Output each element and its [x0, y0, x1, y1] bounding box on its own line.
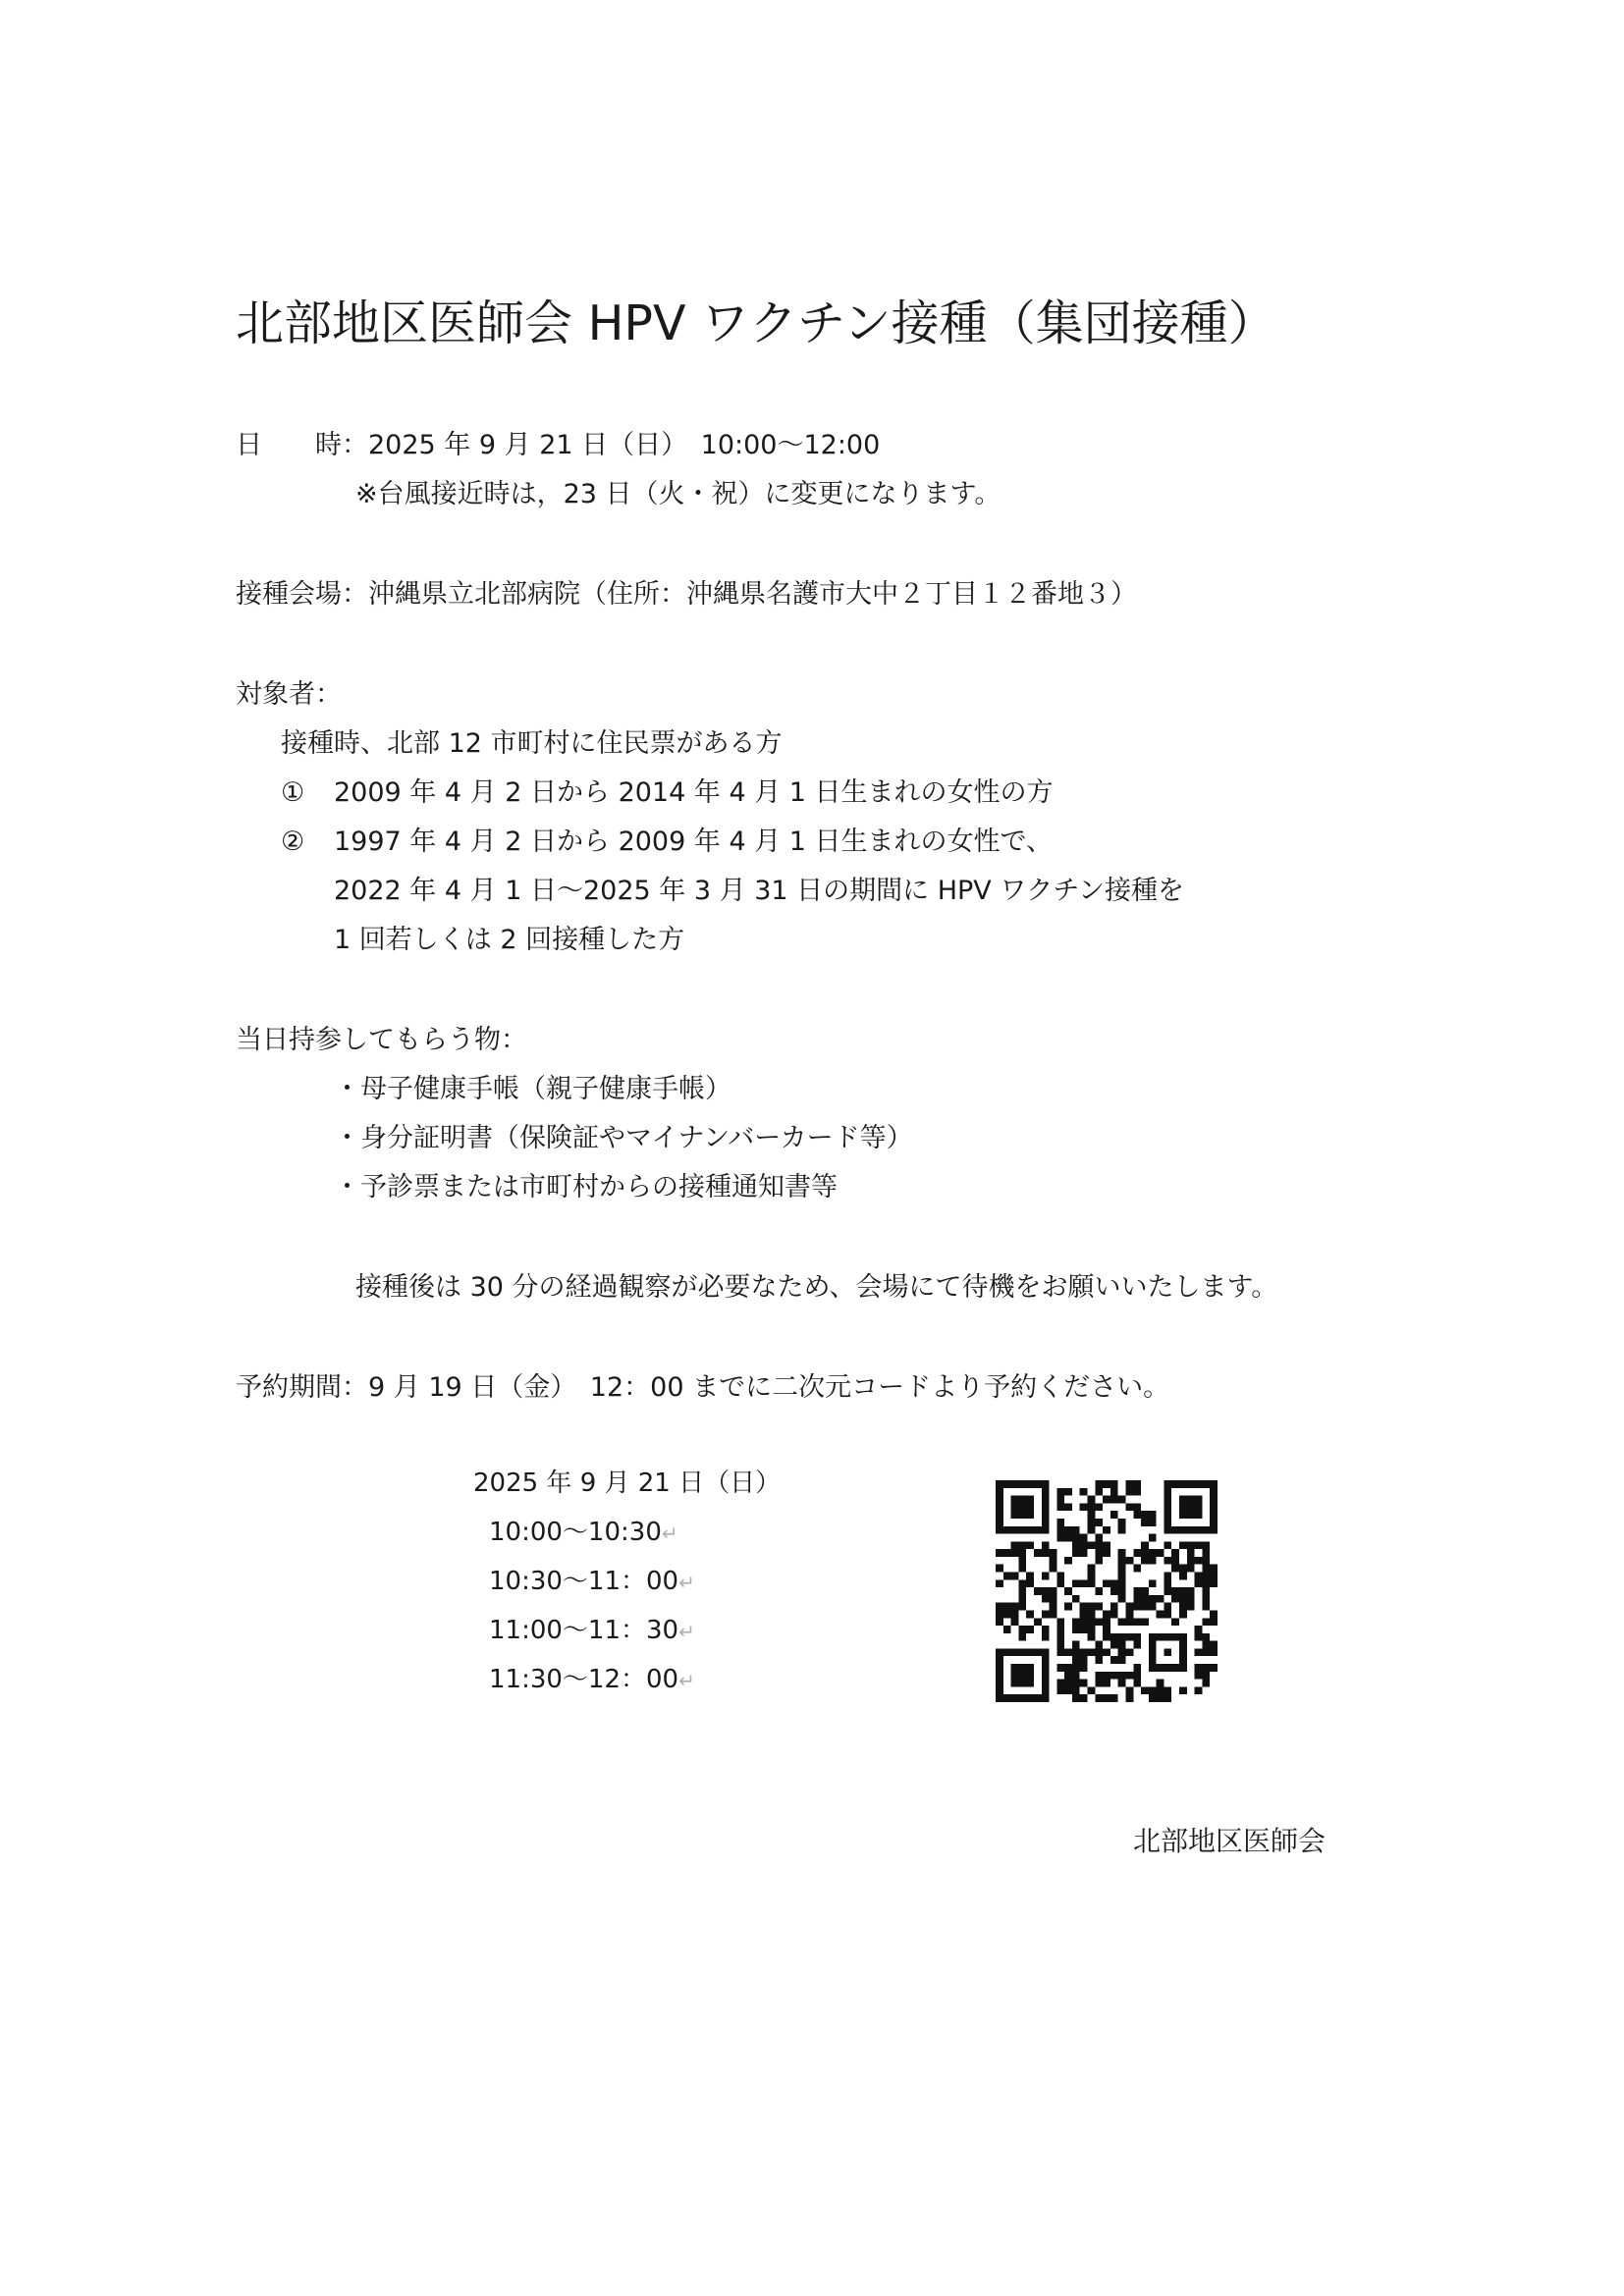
time-slot-text: 11:30～12：00	[489, 1665, 679, 1694]
time-slot	[489, 1614, 695, 1648]
bring-item: ・身分証明書（保険証やマイナンバーカード等）	[334, 1123, 913, 1153]
bring-label: 当日持参してもらう物：	[236, 1025, 527, 1055]
eligibility-item-1	[281, 775, 1054, 811]
observation-note: 接種後は 30 分の経過観察が必要なため、会場にて待機をお願いいたします。	[355, 1272, 1278, 1303]
time-slot	[489, 1565, 695, 1599]
return-mark-icon: ↵	[661, 1522, 678, 1545]
typhoon-note: ※台風接近時は，23 日（火・祝）に変更になります。	[355, 479, 1001, 509]
time-slot-text: 11:00～11：30	[489, 1616, 679, 1645]
venue-label: 接種会場：	[236, 579, 368, 610]
eligibility-item-1-text: 2009 年 4 月 2 日から 2014 年 4 月 1 日生まれの女性の方	[334, 777, 1054, 808]
eligibility-item-2-line-3: 1 回若しくは 2 回接種した方	[334, 925, 685, 955]
qr-code-icon[interactable]	[996, 1480, 1218, 1702]
reservation-period: 予約期間：9 月 19 日（金） 12：00 までに二次元コードより予約ください。	[236, 1372, 1170, 1403]
bring-item: ・母子健康手帳（親子健康手帳）	[334, 1074, 731, 1104]
venue-value: 沖縄県立北部病院（住所：沖縄県名護市大中２丁目１２番地３）	[368, 579, 1137, 610]
eligibility-label: 対象者：	[236, 679, 342, 710]
return-mark-icon: ↵	[678, 1669, 695, 1692]
date-value: 2025 年 9 月 21 日（日） 10:00～12:00	[368, 430, 881, 460]
return-mark-icon: ↵	[678, 1620, 695, 1643]
bring-item: ・予診票または市町村からの接種通知書等	[334, 1172, 838, 1202]
date-line	[236, 428, 880, 463]
organization-name: 北部地区医師会	[1133, 1825, 1326, 1857]
eligibility-intro: 接種時、北部 12 市町村に住民票がある方	[281, 728, 783, 759]
page-title: 北部地区医師会 HPV ワクチン接種（集団接種）	[236, 295, 1276, 351]
circled-number-1: ①	[281, 777, 305, 808]
eligibility-item-2-text: 1997 年 4 月 2 日から 2009 年 4 月 1 日生まれの女性で、	[334, 827, 1054, 857]
venue-line	[236, 577, 1137, 613]
eligibility-item-2	[281, 825, 1053, 860]
time-slot-text: 10:30～11：00	[489, 1567, 679, 1596]
return-mark-icon: ↵	[678, 1571, 695, 1594]
circled-number-2: ②	[281, 827, 305, 857]
time-slot-text: 10:00～10:30	[489, 1518, 662, 1547]
time-slot	[489, 1516, 678, 1550]
eligibility-item-2-line-2: 2022 年 4 月 1 日～2025 年 3 月 31 日の期間に HPV ワクチン接種を	[334, 876, 1185, 906]
time-slot	[489, 1663, 695, 1697]
date-label: 日 時：	[236, 430, 368, 460]
schedule-date: 2025 年 9 月 21 日（日）	[473, 1468, 782, 1498]
